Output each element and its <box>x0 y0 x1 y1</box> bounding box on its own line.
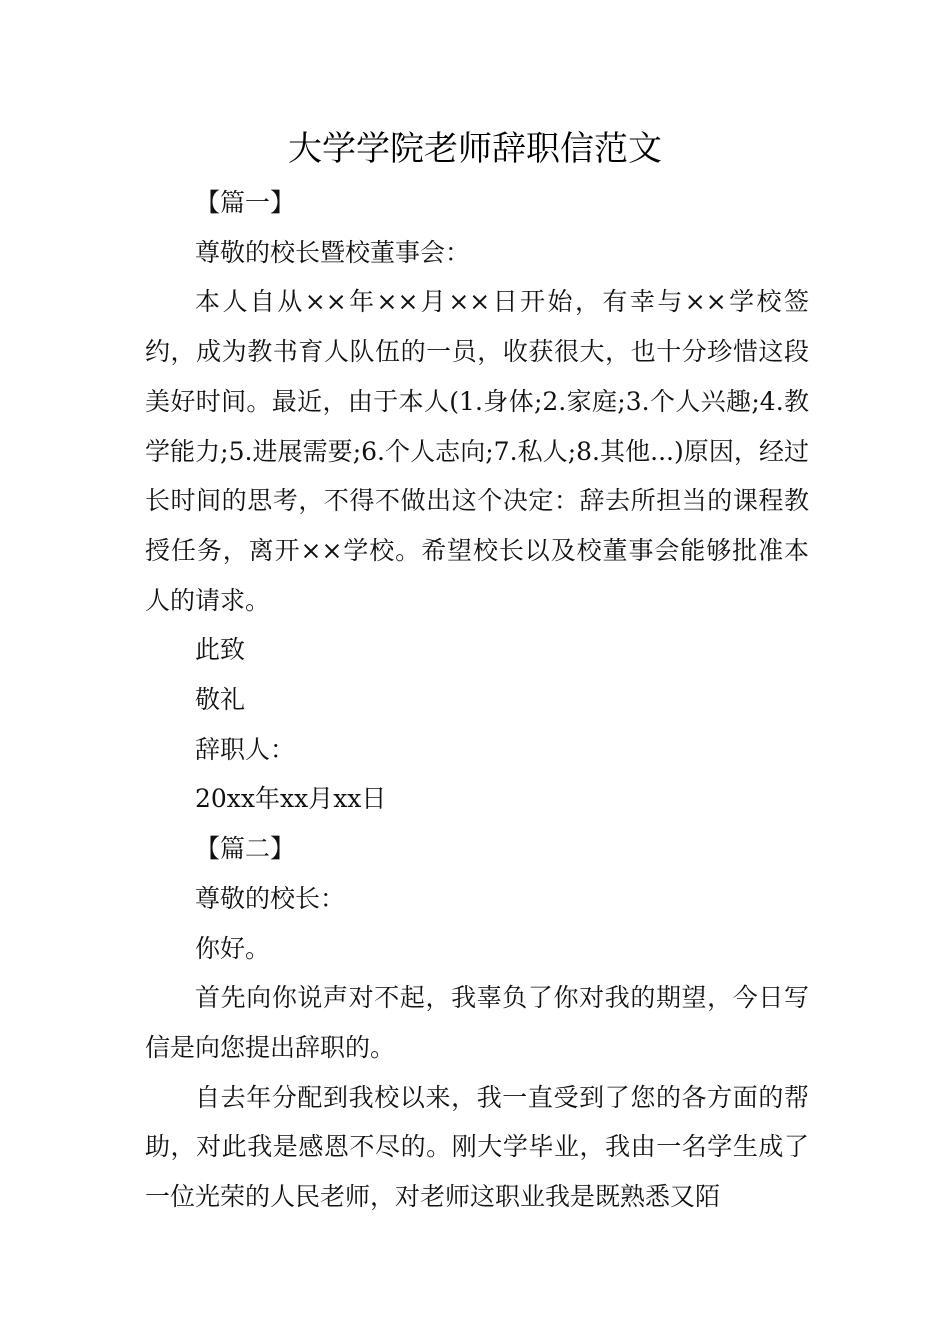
document-title: 大学学院老师辞职信范文 <box>288 129 662 169</box>
body-paragraph-3: 自去年分配到我校以来，我一直受到了您的各方面的帮助，对此我是感恩不尽的。刚大学毕业，我由一名学生成了一位光荣的人民老师，对老师这职业我是既熟悉又陌 <box>145 1082 809 1212</box>
document-body <box>145 178 809 1222</box>
signature-label: 辞职人： <box>195 734 296 764</box>
date-line: 20xx年xx月xx日 <box>195 784 387 814</box>
greeting: 你好。 <box>195 933 271 963</box>
section-heading-2: 【篇二】 <box>195 834 296 864</box>
closing-line-2: 敬礼 <box>195 685 246 715</box>
salutation-1: 尊敬的校长暨校董事会： <box>195 237 471 267</box>
body-paragraph-2: 首先向你说声对不起，我辜负了你对我的期望，今日写信是向您提出辞职的。 <box>145 983 809 1062</box>
section-heading-1: 【篇一】 <box>195 188 296 217</box>
body-paragraph-1: 本人自从××年××月××日开始，有幸与××学校签约，成为教书育人队伍的一员，收获很大，也十分珍惜这段美好时间。最近，由于本人(1.身体;2.家庭;3.个人兴趣;4.教学能力;5.进展需要;6.个人志向;7.私人;8.其他...)原因，经过长时间的思考，不得不做出这个决定：辞去所担当的课程教授任务，离开××学校。希望校长以及校董事会能够批准本人的请求。 <box>145 287 809 615</box>
closing-line-1: 此致 <box>195 635 246 665</box>
salutation-2: 尊敬的校长： <box>195 883 346 913</box>
